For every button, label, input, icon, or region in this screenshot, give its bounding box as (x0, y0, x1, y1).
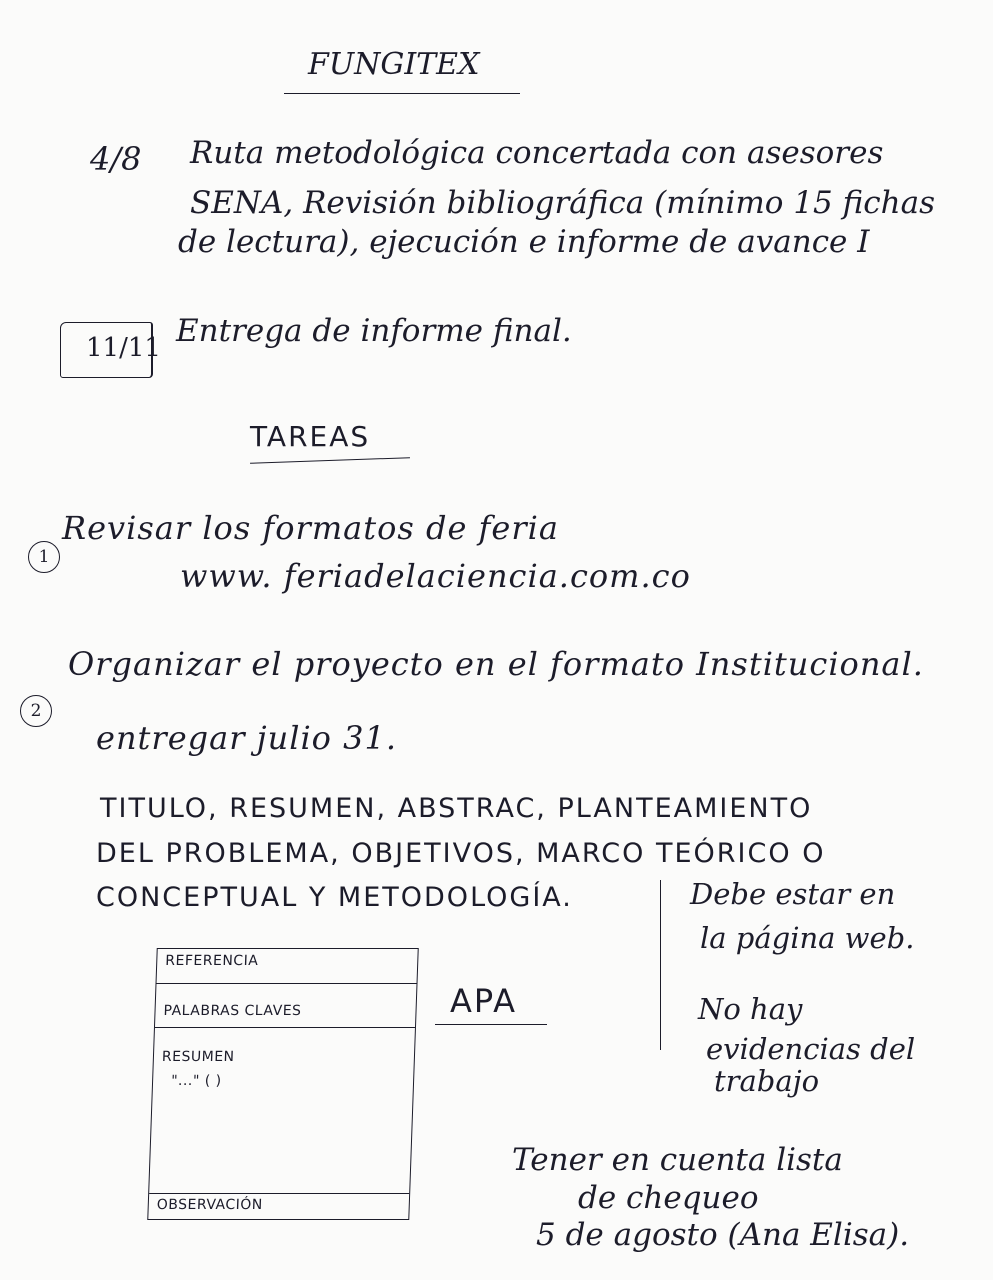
entry-line: Entrega de informe final. (176, 313, 572, 349)
reminder-line: de chequeo (578, 1180, 759, 1216)
card-divider (156, 983, 416, 984)
side-note-line: la página web. (700, 921, 915, 955)
task-line: entregar julio 31. (96, 719, 397, 757)
side-note-line: Debe estar en (690, 877, 896, 911)
reminder-line: Tener en cuenta lista (512, 1142, 843, 1178)
checklist-line: CONCEPTUAL Y METODOLOGÍA. (96, 882, 573, 913)
checklist-line: DEL PROBLEMA, OBJETIVOS, MARCO TEÓRICO O (96, 838, 826, 869)
reminder-line: 5 de agosto (Ana Elisa). (536, 1217, 910, 1253)
task-number-circle: 1 (28, 541, 60, 573)
task-url: www. feriadelaciencia.com.co (180, 557, 691, 595)
card-quote-placeholder: "..." ( ) (170, 1073, 222, 1089)
task-number-circle: 2 (20, 695, 52, 727)
apa-label: APA (450, 982, 518, 1020)
card-field-label: PALABRAS CLAVES (163, 1003, 302, 1019)
card-field-label: REFERENCIA (165, 953, 259, 969)
task-line: Revisar los formatos de feria (62, 509, 559, 547)
side-note-bracket (660, 880, 681, 1050)
page-title: FUNGITEX (308, 47, 480, 82)
entry-line: Ruta metodológica concertada con asesores (190, 135, 884, 171)
card-divider (155, 1027, 415, 1028)
entry-line: de lectura), ejecución e informe de avance I (178, 224, 870, 260)
entry-line: SENA, Revisión bibliográfica (mínimo 15 fichas (190, 185, 936, 221)
title-underline (284, 93, 520, 94)
card-divider (149, 1193, 409, 1194)
tasks-heading-underline (250, 457, 410, 464)
side-note-line: trabajo (714, 1064, 820, 1098)
card-field-label: OBSERVACIÓN (156, 1197, 264, 1213)
checklist-line: TITULO, RESUMEN, ABSTRAC, PLANTEAMIENTO (100, 793, 813, 824)
task-line: Organizar el proyecto en el formato Institucional. (68, 645, 924, 683)
reading-card-sketch (147, 948, 418, 1220)
card-field-label: RESUMEN (161, 1049, 235, 1065)
apa-underline (435, 1024, 547, 1025)
side-note-line: No hay (698, 992, 803, 1026)
tasks-heading: TAREAS (250, 420, 371, 453)
entry-date: 4/8 (90, 140, 142, 178)
side-note-line: evidencias del (706, 1032, 916, 1066)
entry-date: 11/11 (86, 333, 161, 363)
